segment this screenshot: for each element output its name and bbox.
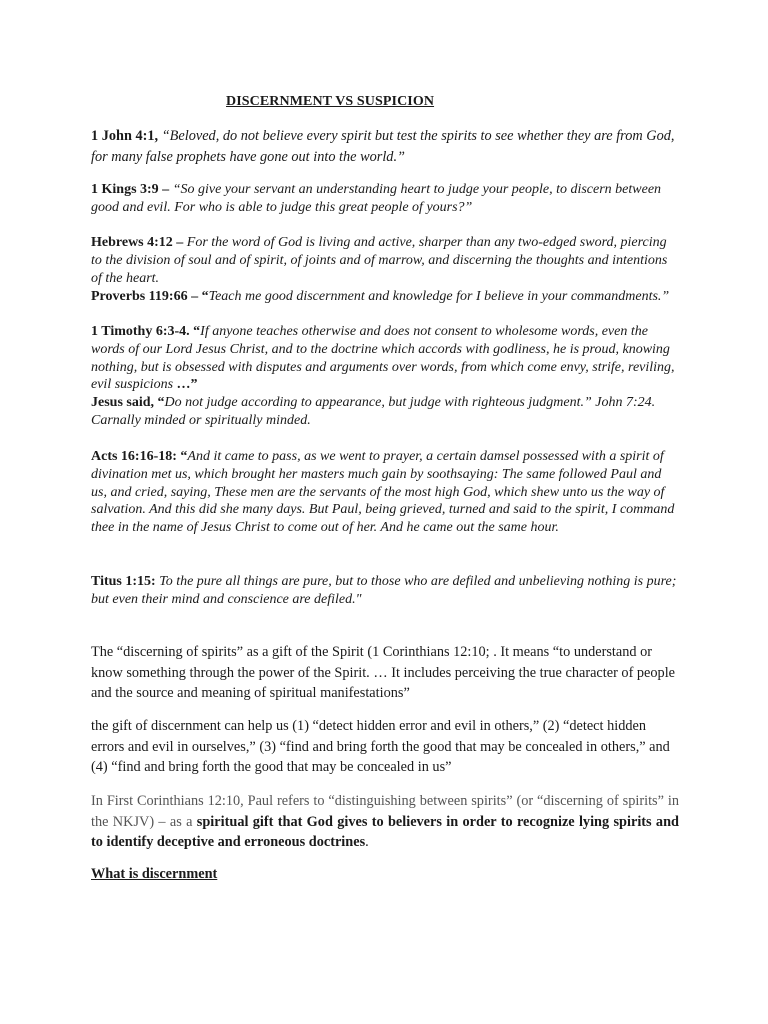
paragraph-discerning-of-spirits: The “discerning of spirits” as a gift of the Spirit (1 Corinthians 12:10; . It means “to understand or know something through the power of the Spirit. … It includes perceiving the true character of people and the source and meaning of spiritual manifestations” [91,644,676,702]
verse-text: And it came to pass, as we went to prayer, a certain damsel possessed with a spirit of divination met us, which brought her masters much gain by soothsaying: The same followed Paul and us, and cried, saying, These men are the servants of the most high God, which shew unto us the way of salvation. And this did she many days. But Paul, being grieved, turned and said to the spirit, I command thee in the name of Jesus Christ to come out of her. And he came out the same hour. [91,449,675,536]
verse-tail: …” [176,377,198,393]
verse-reference: 1 Timothy 6:3-4. “ [91,324,201,339]
emphasis-spiritual-gift: spiritual gift that God gives to believers in order to recognize lying spirits and to identify deceptive and erroneous doctrines [91,813,679,851]
verse-acts-16-16-18 [91,448,679,537]
document-title: DISCERNMENT VS SUSPICION [226,94,435,109]
verse-1-kings-3-9 [91,181,679,217]
verse-reference: 1 Kings 3:9 – [91,182,170,197]
verse-reference: Titus 1:15: [91,574,156,589]
verse-proverbs-119-66 [91,288,679,306]
paragraph-gift-of-discernment: the gift of discernment can help us (1) “detect hidden error and evil in others,” (2) “detect hidden errors and evil in ourselves,” (3) “find and bring forth the good that may be concealed in others,” and (4) “find and bring forth the good that may be concealed in us” [91,718,670,776]
verse-text: If anyone teaches otherwise and does not consent to wholesome words, even the words of our Lord Jesus Christ, and to the doctrine which accords with godliness, he is proud, knowing nothing, but is obsessed with disputes and arguments over words, from which come envy, strife, reviling, evil suspicions [91,324,675,393]
verse-hebrews-4-12 [91,234,679,287]
verse-reference: Acts 16:16-18: “ [91,449,188,464]
verse-reference: Proverbs 119:66 – “ [91,289,209,304]
verse-text: For the word of God is living and active, sharper than any two-edged sword, piercing to the division of soul and of spirit, of joints and of marrow, and discerning the thoughts and intentions of the heart. [91,235,668,286]
verse-reference: Hebrews 4:12 – [91,235,184,250]
verse-titus-1-15 [91,573,679,609]
verse-text: “Beloved, do not believe every spirit but test the spirits to see whether they are from God, for many false prophets have gone out into the world.” [91,128,675,165]
verse-text: Do not judge according to appearance, but judge with righteous judgment.” John 7:24. Carnally minded or spiritually minded. [91,395,656,428]
verse-1-john-4-1 [91,126,679,167]
verse-text: Teach me good discernment and knowledge for I believe in your commandments.” [208,289,670,304]
verse-jesus-said [91,394,679,430]
verse-text: “So give your servant an understanding heart to judge your people, to discern between good and evil. For who is able to judge this great people of yours?” [91,182,662,215]
verse-reference: Jesus said, “ [91,395,165,410]
section-heading: What is discernment [91,866,218,882]
verse-text: To the pure all things are pure, but to those who are defiled and unbelieving nothing is pure; but even their mind and conscience are defiled." [91,574,677,607]
paragraph-first-corinthians: In First Corinthians 12:10, Paul refers to “distinguishing between spirits” (or “discerning of spirits” in the NKJV) – as a spiritual gift that God gives to believers in order to recognize lying spirits and to identify deceptive and erroneous doctrines. [91,793,679,851]
verse-1-timothy-6-3-4 [91,323,679,394]
verse-reference: 1 John 4:1, [91,128,159,144]
